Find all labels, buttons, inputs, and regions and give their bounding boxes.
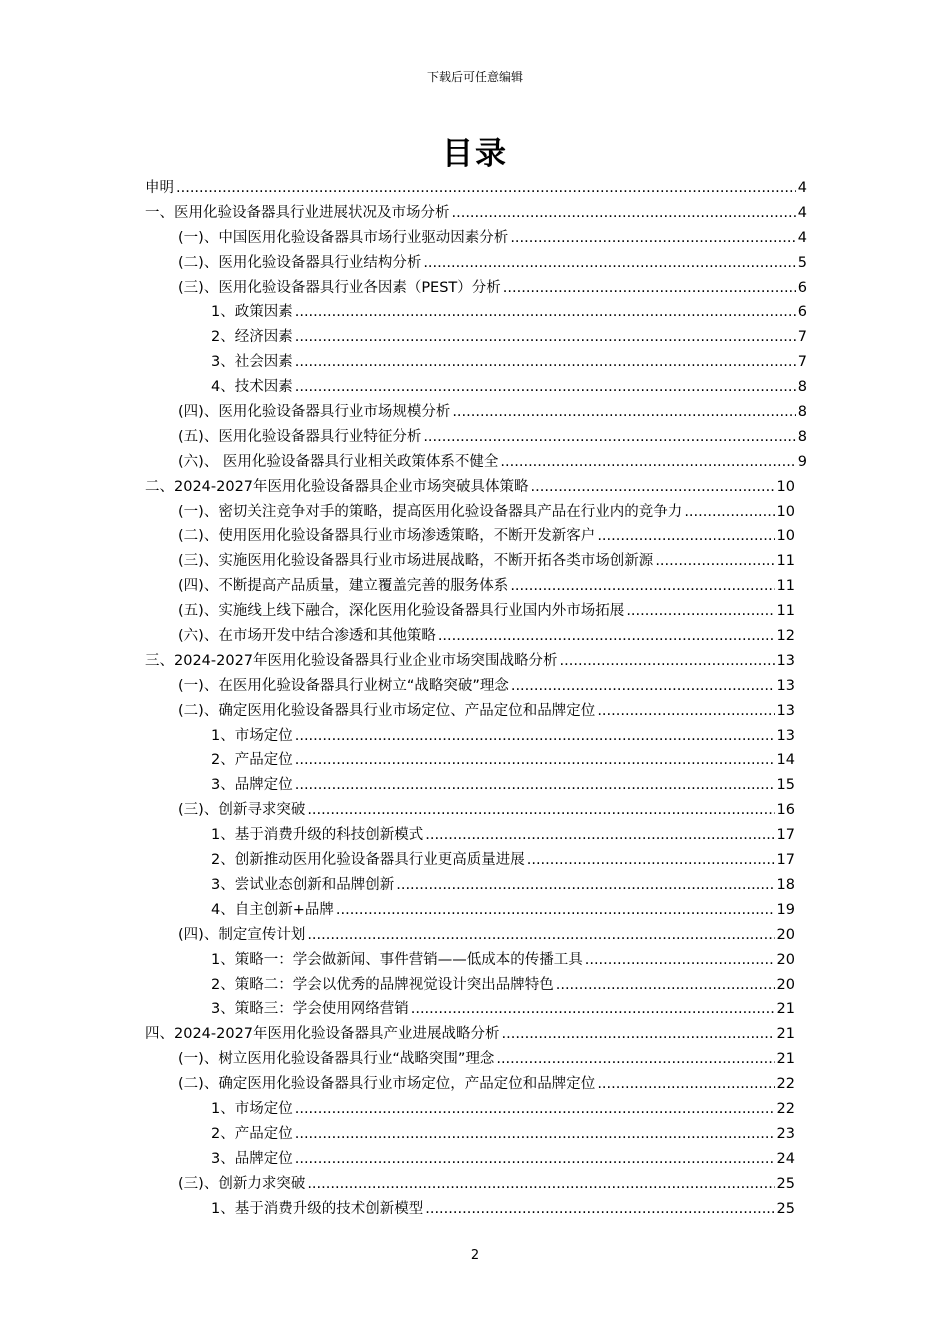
toc-dot-leader xyxy=(585,948,775,973)
toc-entry-title: 3、品牌定位 xyxy=(211,777,293,794)
toc-entry-page: 22 xyxy=(776,1100,795,1117)
toc-entry[interactable] xyxy=(145,475,807,500)
toc-entry-title: (四)、制定宣传计划 xyxy=(178,926,306,943)
toc-entry-page: 20 xyxy=(776,951,795,968)
toc-dot-leader xyxy=(307,923,774,948)
toc-entry[interactable] xyxy=(145,599,807,624)
toc-entry[interactable] xyxy=(145,1072,807,1097)
toc-dot-leader xyxy=(500,450,795,475)
toc-entry[interactable] xyxy=(145,724,807,749)
toc-entry[interactable] xyxy=(145,1122,807,1147)
toc-entry-title: (二)、确定医用化验设备器具行业市场定位、产品定位和品牌定位 xyxy=(178,702,596,719)
toc-entry-title: 申明 xyxy=(145,180,174,196)
toc-entry-page: 20 xyxy=(776,976,795,993)
toc-entry-title: 4、技术因素 xyxy=(211,379,293,396)
toc-entry-title: 4、自主创新+品牌 xyxy=(211,901,334,918)
toc-entry-title: 四、2024-2027年医用化验设备器具产业进展战略分析 xyxy=(145,1026,500,1043)
toc-dot-leader xyxy=(510,574,774,599)
toc-entry[interactable] xyxy=(145,1147,807,1172)
toc-dot-leader xyxy=(411,997,775,1022)
toc-entry-page: 7 xyxy=(797,354,807,371)
toc-entry-title: (三)、创新寻求突破 xyxy=(178,802,306,819)
toc-entry-page: 6 xyxy=(797,279,807,296)
toc-entry-title: 1、基于消费升级的技术创新模型 xyxy=(211,1200,424,1217)
toc-entry-page: 25 xyxy=(776,1200,795,1217)
toc-dot-leader xyxy=(295,748,775,773)
toc-entry[interactable] xyxy=(145,524,807,549)
toc-entry-page: 17 xyxy=(776,852,795,869)
toc-entry-page: 8 xyxy=(797,379,807,396)
toc-dot-leader xyxy=(597,1072,774,1097)
toc-entry[interactable] xyxy=(145,649,807,674)
toc-entry-title: (一)、树立医用化验设备器具行业“战略突围”理念 xyxy=(178,1051,495,1068)
toc-entry[interactable] xyxy=(145,674,807,699)
toc-dot-leader xyxy=(626,599,774,624)
toc-entry-page: 13 xyxy=(776,677,795,694)
toc-entry-title: (六)、 医用化验设备器具行业相关政策体系不健全 xyxy=(178,453,499,470)
toc-dot-leader xyxy=(423,251,795,276)
toc-entry[interactable] xyxy=(145,400,807,425)
toc-entry-title: (二)、使用医用化验设备器具行业市场渗透策略，不断开发新客户 xyxy=(178,528,596,545)
header-note: 下载后可任意编辑 xyxy=(426,70,523,84)
toc-entry-page: 8 xyxy=(797,428,807,445)
toc-dot-leader xyxy=(684,500,774,525)
toc-entry[interactable] xyxy=(145,923,807,948)
toc-entry-title: 1、策略一：学会做新闻、事件营销——低成本的传播工具 xyxy=(211,951,583,968)
toc-entry-page: 4 xyxy=(797,204,807,221)
toc-dot-leader xyxy=(510,226,795,251)
toc-entry-page: 25 xyxy=(776,1175,795,1192)
toc-entry-page: 20 xyxy=(776,926,795,943)
toc-entry[interactable] xyxy=(145,624,807,649)
toc-entry-page: 13 xyxy=(776,702,795,719)
toc-dot-leader xyxy=(176,176,796,201)
toc-entry-title: 3、社会因素 xyxy=(211,354,293,371)
toc-entry-page: 21 xyxy=(776,1051,795,1068)
toc-dot-leader xyxy=(295,300,796,325)
toc-entry-title: 2、创新推动医用化验设备器具行业更高质量进展 xyxy=(211,852,525,869)
toc-entry-page: 13 xyxy=(776,727,795,744)
toc-entry[interactable] xyxy=(145,748,807,773)
toc-entry-page: 22 xyxy=(776,1076,795,1093)
toc-entry[interactable] xyxy=(145,425,807,450)
toc-entry[interactable] xyxy=(145,350,807,375)
toc-dot-leader xyxy=(655,549,774,574)
toc-entry-title: 二、2024-2027年医用化验设备器具企业市场突破具体策略 xyxy=(145,478,529,495)
toc-entry[interactable] xyxy=(145,276,807,301)
toc-dot-leader xyxy=(295,1097,775,1122)
toc-entry[interactable] xyxy=(145,1197,807,1222)
toc-entry[interactable] xyxy=(145,1097,807,1122)
toc-entry-page: 10 xyxy=(776,478,795,495)
toc-entry-page: 6 xyxy=(797,304,807,321)
toc-entry-page: 10 xyxy=(776,528,795,545)
toc-entry-title: 2、产品定位 xyxy=(211,752,293,769)
toc-entry[interactable] xyxy=(145,997,807,1022)
toc-entry-page: 7 xyxy=(797,329,807,346)
toc-entry-title: (二)、确定医用化验设备器具行业市场定位，产品定位和品牌定位 xyxy=(178,1076,596,1093)
toc-dot-leader xyxy=(597,524,774,549)
toc-entry[interactable] xyxy=(145,549,807,574)
toc-dot-leader xyxy=(295,1147,775,1172)
toc-dot-leader xyxy=(336,898,775,923)
toc-entry-page: 13 xyxy=(776,652,795,669)
toc-entry-page: 5 xyxy=(797,254,807,271)
toc-entry-title: 三、2024-2027年医用化验设备器具行业企业市场突围战略分析 xyxy=(145,652,558,669)
toc-entry[interactable] xyxy=(145,325,807,350)
toc-entry[interactable] xyxy=(145,176,807,201)
toc-entry[interactable] xyxy=(145,848,807,873)
toc-entry[interactable] xyxy=(145,699,807,724)
toc-entry-page: 9 xyxy=(797,453,807,470)
toc-dot-leader xyxy=(556,973,775,998)
toc-entry[interactable] xyxy=(145,300,807,325)
toc-entry-title: 2、产品定位 xyxy=(211,1125,293,1142)
toc-dot-leader xyxy=(527,848,775,873)
toc-entry-title: 一、医用化验设备器具行业进展状况及市场分析 xyxy=(145,204,450,221)
toc-dot-leader xyxy=(502,1022,775,1047)
toc-entry-page: 10 xyxy=(776,503,795,520)
toc-entry-title: (四)、不断提高产品质量，建立覆盖完善的服务体系 xyxy=(178,578,509,595)
toc-entry-title: (五)、实施线上线下融合，深化医用化验设备器具行业国内外市场拓展 xyxy=(178,603,625,620)
toc-entry[interactable] xyxy=(145,450,807,475)
toc-entry-page: 11 xyxy=(776,553,795,570)
toc-dot-leader xyxy=(503,276,796,301)
toc-entry-title: (二)、医用化验设备器具行业结构分析 xyxy=(178,254,422,271)
toc-title: 目录 xyxy=(442,136,508,172)
toc-entry-page: 23 xyxy=(776,1125,795,1142)
toc-entry-page: 19 xyxy=(776,901,795,918)
toc-entry-title: (五)、医用化验设备器具行业特征分析 xyxy=(178,428,422,445)
toc-dot-leader xyxy=(511,674,775,699)
toc-entry-title: (一)、在医用化验设备器具行业树立“战略突破”理念 xyxy=(178,677,509,694)
toc-entry-page: 21 xyxy=(776,1026,795,1043)
toc-entry-page: 4 xyxy=(797,180,807,196)
toc-dot-leader xyxy=(307,798,774,823)
table-of-contents xyxy=(145,176,807,1221)
toc-entry-title: 3、品牌定位 xyxy=(211,1150,293,1167)
toc-entry[interactable] xyxy=(145,201,807,226)
toc-entry[interactable] xyxy=(145,574,807,599)
toc-entry-page: 11 xyxy=(776,578,795,595)
toc-entry[interactable] xyxy=(145,251,807,276)
page-number: 2 xyxy=(470,1248,480,1263)
toc-entry[interactable] xyxy=(145,798,807,823)
toc-entry-page: 16 xyxy=(776,802,795,819)
toc-entry-page: 4 xyxy=(797,229,807,246)
toc-entry[interactable] xyxy=(145,226,807,251)
toc-entry-title: (四)、医用化验设备器具行业市场规模分析 xyxy=(178,404,451,421)
toc-entry-title: (三)、医用化验设备器具行业各因素（PEST）分析 xyxy=(178,279,501,296)
toc-dot-leader xyxy=(295,375,796,400)
toc-entry-title: (三)、实施医用化验设备器具行业市场进展战略，不断开拓各类市场创新源 xyxy=(178,553,654,570)
toc-dot-leader xyxy=(425,823,774,848)
toc-entry-title: (三)、创新力求突破 xyxy=(178,1175,306,1192)
toc-entry[interactable] xyxy=(145,1172,807,1197)
toc-dot-leader xyxy=(438,624,775,649)
toc-entry-page: 12 xyxy=(776,628,795,645)
toc-entry-title: 1、市场定位 xyxy=(211,1100,293,1117)
toc-entry-page: 11 xyxy=(776,603,795,620)
toc-dot-leader xyxy=(295,350,796,375)
toc-dot-leader xyxy=(295,724,775,749)
toc-entry[interactable] xyxy=(145,973,807,998)
toc-entry-title: (六)、在市场开发中结合渗透和其他策略 xyxy=(178,628,436,645)
toc-entry-title: (一)、密切关注竞争对手的策略，提高医用化验设备器具产品在行业内的竞争力 xyxy=(178,503,683,520)
toc-entry-title: 1、基于消费升级的科技创新模式 xyxy=(211,827,424,844)
toc-entry[interactable] xyxy=(145,375,807,400)
toc-dot-leader xyxy=(295,1122,775,1147)
toc-entry-title: 3、策略三：学会使用网络营销 xyxy=(211,1001,409,1018)
toc-entry[interactable] xyxy=(145,873,807,898)
toc-entry[interactable] xyxy=(145,898,807,923)
toc-entry-title: 1、市场定位 xyxy=(211,727,293,744)
toc-entry[interactable] xyxy=(145,823,807,848)
toc-dot-leader xyxy=(396,873,774,898)
toc-dot-leader xyxy=(307,1172,774,1197)
toc-dot-leader xyxy=(295,773,775,798)
toc-dot-leader xyxy=(560,649,775,674)
toc-entry-title: 2、策略二：学会以优秀的品牌视觉设计突出品牌特色 xyxy=(211,976,554,993)
toc-entry[interactable] xyxy=(145,1047,807,1072)
toc-entry[interactable] xyxy=(145,1022,807,1047)
toc-dot-leader xyxy=(425,1197,774,1222)
toc-dot-leader xyxy=(531,475,775,500)
toc-dot-leader xyxy=(597,699,774,724)
toc-dot-leader xyxy=(496,1047,774,1072)
toc-entry-title: 2、经济因素 xyxy=(211,329,293,346)
toc-dot-leader xyxy=(295,325,796,350)
toc-entry-page: 14 xyxy=(776,752,795,769)
toc-entry-page: 18 xyxy=(776,876,795,893)
toc-entry-page: 17 xyxy=(776,827,795,844)
toc-entry[interactable] xyxy=(145,500,807,525)
toc-entry-title: (一)、中国医用化验设备器具市场行业驱动因素分析 xyxy=(178,229,509,246)
toc-dot-leader xyxy=(452,201,796,226)
toc-entry-page: 24 xyxy=(776,1150,795,1167)
toc-entry-page: 15 xyxy=(776,777,795,794)
toc-entry[interactable] xyxy=(145,773,807,798)
toc-entry[interactable] xyxy=(145,948,807,973)
toc-entry-page: 8 xyxy=(797,404,807,421)
toc-entry-title: 1、政策因素 xyxy=(211,304,293,321)
toc-entry-title: 3、尝试业态创新和品牌创新 xyxy=(211,876,395,893)
toc-dot-leader xyxy=(423,425,795,450)
toc-dot-leader xyxy=(452,400,795,425)
toc-entry-page: 21 xyxy=(776,1001,795,1018)
